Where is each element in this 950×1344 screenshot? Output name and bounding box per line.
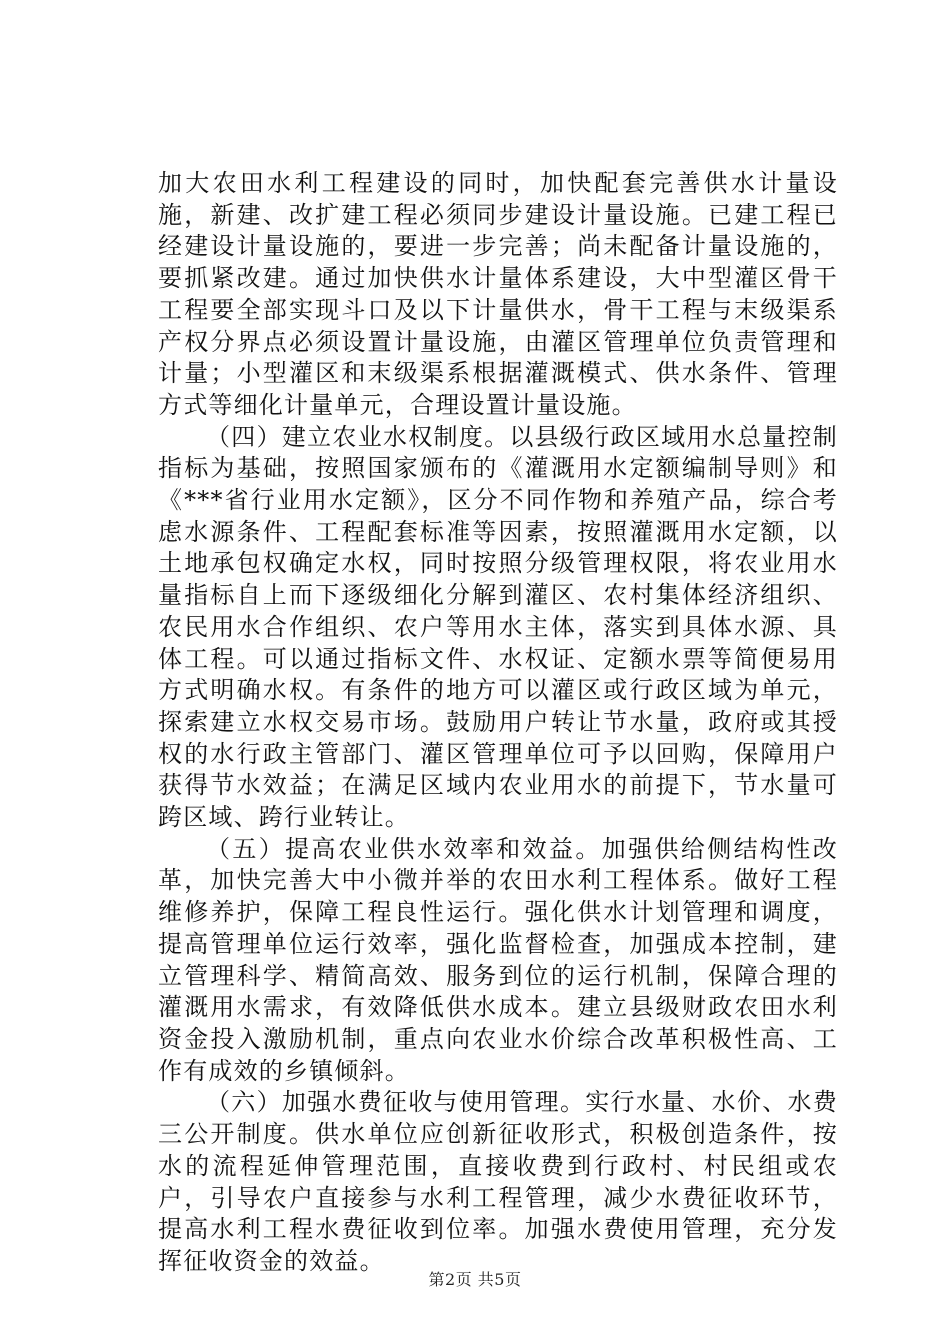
paragraph-supply-efficiency: （五）提高农业供水效率和效益。加强供给侧结构性改革，加快完善大中小微并举的农田水利工程体系。做好工程维修养护，保障工程良性运行。强化供水计划管理和调度，提高管理单位运行效率，强化监督检查，加强成本控制，建立管理科学、精简高效、服务到位的运行机制，保障合理的灌溉用水需求，有效降低供水成本。建立县级财政农田水利资金投入激励机制，重点向农业水价综合改革积极性高、工作有成效的乡镇倾斜。	[158, 834, 838, 1085]
paragraph-metering-facilities: 加大农田水利工程建设的同时，加快配套完善供水计量设施，新建、改扩建工程必须同步建设计量设施。已建工程已经建设计量设施的，要进一步完善；尚未配备计量设施的，要抓紧改建。通过加快供水计量体系建设，大中型灌区骨干工程要全部实现斗口及以下计量供水，骨干工程与末级渠系产权分界点必须设置计量设施，由灌区管理单位负责管理和计量；小型灌区和末级渠系根据灌溉模式、供水条件、管理方式等细化计量单元，合理设置计量设施。	[158, 169, 838, 419]
document-body	[158, 168, 838, 1278]
paragraph-fee-collection: （六）加强水费征收与使用管理。实行水量、水价、水费三公开制度。供水单位应创新征收形式，积极创造条件，按水的流程延伸管理范围，直接收费到行政村、村民组或农户，引导农户直接参与水利工程管理，减少水费征收环节，提高水利工程水费征收到位率。加强水费使用管理，充分发挥征收资金的效益。	[158, 1088, 838, 1275]
paragraph-water-rights: （四）建立农业水权制度。以县级行政区域用水总量控制指标为基础，按照国家颁布的《灌溉用水定额编制导则》和《***省行业用水定额》，区分不同作物和养殖产品，综合考虑水源条件、工程配套标准等因素，按照灌溉用水定额，以土地承包权确定水权，同时按照分级管理权限，将农业用水量指标自上而下逐级细化分解到灌区、农村集体经济组织、农民用水合作组织、农户等用水主体，落实到具体水源、具体工程。可以通过指标文件、水权证、定额水票等简便易用方式明确水权。有条件的地方可以灌区或行政区域为单元，探索建立水权交易市场。鼓励用户转让节水量，政府或其授权的水行政主管部门、灌区管理单位可予以回购，保障用户获得节水效益；在满足区域内农业用水的前提下，节水量可跨区域、跨行业转让。	[158, 422, 838, 832]
page-number-footer: 第2页 共5页	[428, 1270, 522, 1289]
